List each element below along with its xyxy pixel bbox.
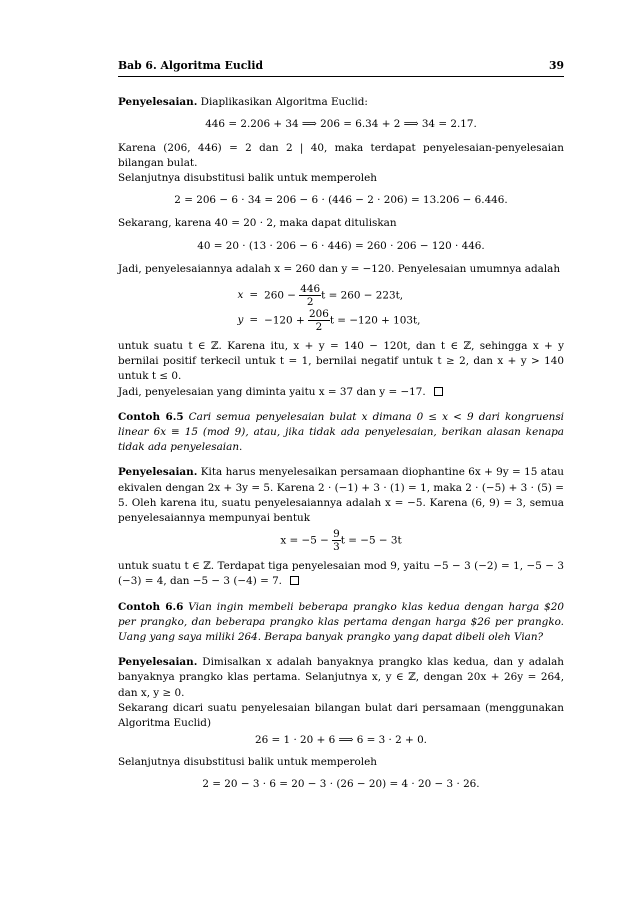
equation-congruence-solution [118,528,564,553]
x-suffix: t = 260 − 223t, [321,289,404,302]
solution-label: Penyelesaian. [118,96,198,109]
y-lhs: y [237,313,244,326]
solution-1-analysis-text: untuk suatu t ∈ ℤ. Karena itu, x + y = 140 − 120t, dan t ∈ ℤ, sehingga x + y bernilai positif terkecil untuk t = 1, bernilai negatif untuk t ≥ 2, dan x + y > 140 untuk t ≤ 0. [118,340,564,383]
x-equals: = [249,288,259,301]
page-number: 39 [548,59,564,72]
congruence-fraction-numerator: 9 [333,528,340,541]
y-fraction-denominator: 2 [315,321,323,334]
x-lhs: x [237,288,244,301]
solution-2-intro [118,465,564,526]
congruence-fraction [332,528,341,553]
congruence-prefix: x = −5 − [280,534,329,547]
solution-1-conclusion-text: Jadi, penyelesaian yang diminta yaitu x = 37 dan y = −17. [118,385,426,398]
chapter-title: Bab 6. Algoritma Euclid [118,59,264,72]
solution-1-intro-text: Diaplikasikan Algoritma Euclid: [197,96,368,109]
equation-back-substitution-2: 2 = 20 − 3 · 6 = 20 − 3 · (26 − 20) = 4 · 20 − 3 · 26. [202,777,480,790]
solution-3-substitute-text: Selanjutnya disubstitusi balik untuk memperoleh [118,755,377,768]
congruence-suffix: t = −5 − 3t [340,534,402,547]
y-prefix: −120 + [264,314,305,327]
solution-3-intro [118,655,564,701]
example-6-6 [118,600,564,646]
y-equals: = [249,313,259,326]
example-6-5-title: Contoh 6.5 [118,410,184,423]
solution-2-text: Kita harus menyelesaikan persamaan diophantine 6x + 9y = 15 atau ekivalen dengan 2x + 3y = 5. Karena 2 · (−1) + 3 · (1) = 1, maka 2 · (−5) + 3 · (5) = 5. Oleh karena itu, suatu penyelesaiannya adalah x = −5. Karena (6, 9) = 3, semua penyelesaiannya mempunyai bentuk [118,466,564,525]
y-fraction-numerator: 206 [308,308,329,321]
x-fraction [299,283,321,308]
solution-1-intro [118,95,564,110]
equation-euclid-1: 446 = 2.206 + 34 ⟹ 206 = 6.34 + 2 ⟹ 34 = 2.17. [205,118,477,131]
y-suffix: t = −120 + 103t, [329,314,421,327]
solution-2-conclusion [118,559,564,589]
solution-1-gcd-text: Karena (206, 446) = 2 dan 2 | 40, maka terdapat penyelesaian-penyelesaian bilangan bulat. [118,141,564,169]
running-header [118,58,564,77]
general-solution-y-row [235,308,424,333]
equation-scaled: 40 = 20 · (13 · 206 − 6 · 446) = 260 · 206 − 120 · 446. [197,239,485,252]
equation-back-substitution-1: 2 = 206 − 6 · 34 = 206 − 6 · (446 − 2 · 206) = 13.206 − 6.446. [174,194,508,207]
general-solution-x-row [235,283,424,308]
example-6-6-title: Contoh 6.6 [118,600,184,613]
solution-1-substitute-text: Selanjutnya disubstitusi balik untuk memperoleh [118,172,377,185]
solution-1-scale-text: Sekarang, karena 40 = 20 · 2, maka dapat dituliskan [118,217,397,230]
solution-2-conclusion-text: untuk suatu t ∈ ℤ. Terdapat tiga penyelesaian mod 9, yaitu −5 − 3 (−2) = 1, −5 − 3 (−3) = 4, dan −5 − 3 (−4) = 7. [118,560,564,588]
x-prefix: 260 − [264,289,296,302]
general-solution-system [118,283,564,333]
solution-label: Penyelesaian. [118,656,198,669]
solution-label: Penyelesaian. [118,466,198,479]
example-6-6-text: Vian ingin membeli beberapa prangko klas kedua dengan harga $20 per prangko, dan beberapa prangko klas pertama dengan harga $26 per prangko. Uang yang saya miliki 264. Berapa banyak prangko yang dapat dibeli oleh Vian? [118,600,564,644]
qed-square-icon [290,576,299,585]
solution-1-general-text: Jadi, penyelesaiannya adalah x = 260 dan y = −120. Penyelesaian umumnya adalah [118,262,561,275]
solution-3-euclid-text: Sekarang dicari suatu penyelesaian bilangan bulat dari persamaan (menggunakan Algoritma Euclid) [118,701,564,730]
y-fraction [308,308,330,333]
x-fraction-denominator: 2 [306,296,314,309]
example-6-5-text: Cari semua penyelesaian bulat x dimana 0 ≤ x < 9 dari kongruensi linear 6x ≡ 15 (mod 9), atau, jika tidak ada penyelesaian, berikan alasan kenapa tidak ada penyelesaian. [118,410,565,454]
example-6-5 [118,410,564,456]
solution-1-conclusion [118,385,564,400]
x-fraction-numerator: 446 [300,283,321,296]
page-content [118,58,564,800]
congruence-fraction-denominator: 3 [333,541,340,554]
solution-3-text: Dimisalkan x adalah banyaknya prangko klas kedua, dan y adalah banyaknya prangko klas pertama. Selanjutnya x, y ∈ ℤ, dengan 20x + 26y = 264, dan x, y ≥ 0. [118,656,564,699]
equation-euclid-2: 26 = 1 · 20 + 6 ⟹ 6 = 3 · 2 + 0. [255,734,427,747]
qed-square-icon [434,387,443,396]
